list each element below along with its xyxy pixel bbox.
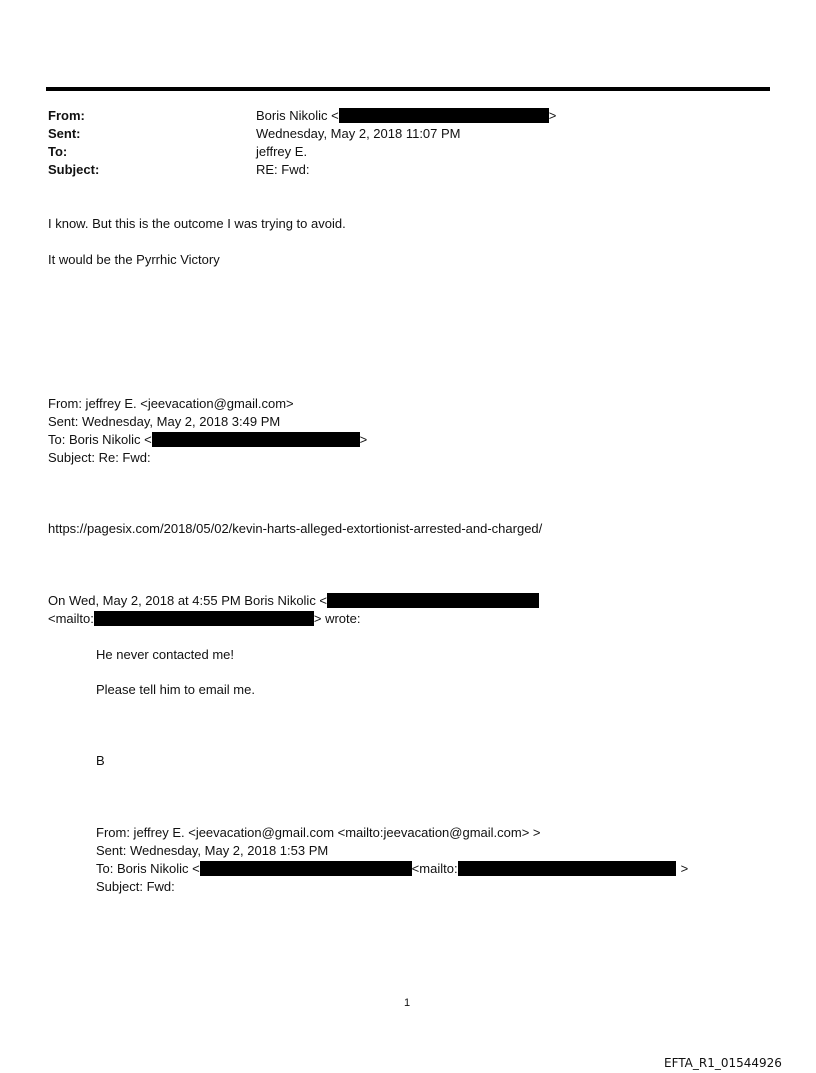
quote3-to-prefix: To: Boris Nikolic < [96,861,200,876]
quote1-to-suffix: > [359,432,368,447]
quote2-line-1: He never contacted me! [96,647,235,662]
quote2-mailto-prefix: <mailto: [48,611,94,626]
quote3-mailto: <mailto: [411,861,458,876]
quote2-wrote: > wrote: [313,611,361,626]
subject-value: RE: Fwd: [256,162,310,177]
quote3-to-suffix: > [680,861,689,876]
to-value: jeffrey E. [256,144,308,159]
redaction-bar [327,593,539,608]
from-name: Boris Nikolic < [256,108,339,123]
quote2-sign: B [96,753,105,768]
redaction-bar [200,861,412,876]
from-end: > [548,108,557,123]
body-line-1: I know. But this is the outcome I was trying to avoid. [48,216,346,231]
document-id: EFTA_R1_01544926 [664,1056,782,1070]
quote1-subject: Subject: Re: Fwd: [48,450,151,465]
quote1-to-prefix: To: Boris Nikolic < [48,432,152,447]
quote3-subject: Subject: Fwd: [96,879,175,894]
redaction-bar [458,861,676,876]
redaction-bar [152,432,360,447]
subject-label: Subject: [48,162,100,177]
quote3-to [96,860,688,878]
quote3-sent: Sent: Wednesday, May 2, 2018 1:53 PM [96,843,329,858]
page-number: 1 [404,997,411,1009]
sent-label: Sent: [48,126,81,141]
redaction-bar [94,611,314,626]
quote1-sent: Sent: Wednesday, May 2, 2018 3:49 PM [48,414,281,429]
from-label: From: [48,108,85,123]
quote2-line-2: Please tell him to email me. [96,682,255,697]
quote2-intro-text: On Wed, May 2, 2018 at 4:55 PM Boris Nikolic < [48,593,328,608]
quote1-link[interactable]: https://pagesix.com/2018/05/02/kevin-harts-alleged-extortionist-arrested-and-charged/ [48,521,543,536]
from-value [256,107,556,125]
sent-value: Wednesday, May 2, 2018 11:07 PM [256,126,461,141]
quote1-from: From: jeffrey E. <jeevacation@gmail.com> [48,396,294,411]
quote2-intro [48,592,539,610]
header-rule [46,87,770,91]
quote3-from: From: jeffrey E. <jeevacation@gmail.com <mailto:jeevacation@gmail.com> > [96,825,541,840]
quote2-mailto [48,610,361,628]
redaction-bar [339,108,549,123]
quote1-to [48,431,367,449]
body-line-2: It would be the Pyrrhic Victory [48,252,220,267]
to-label: To: [48,144,68,159]
